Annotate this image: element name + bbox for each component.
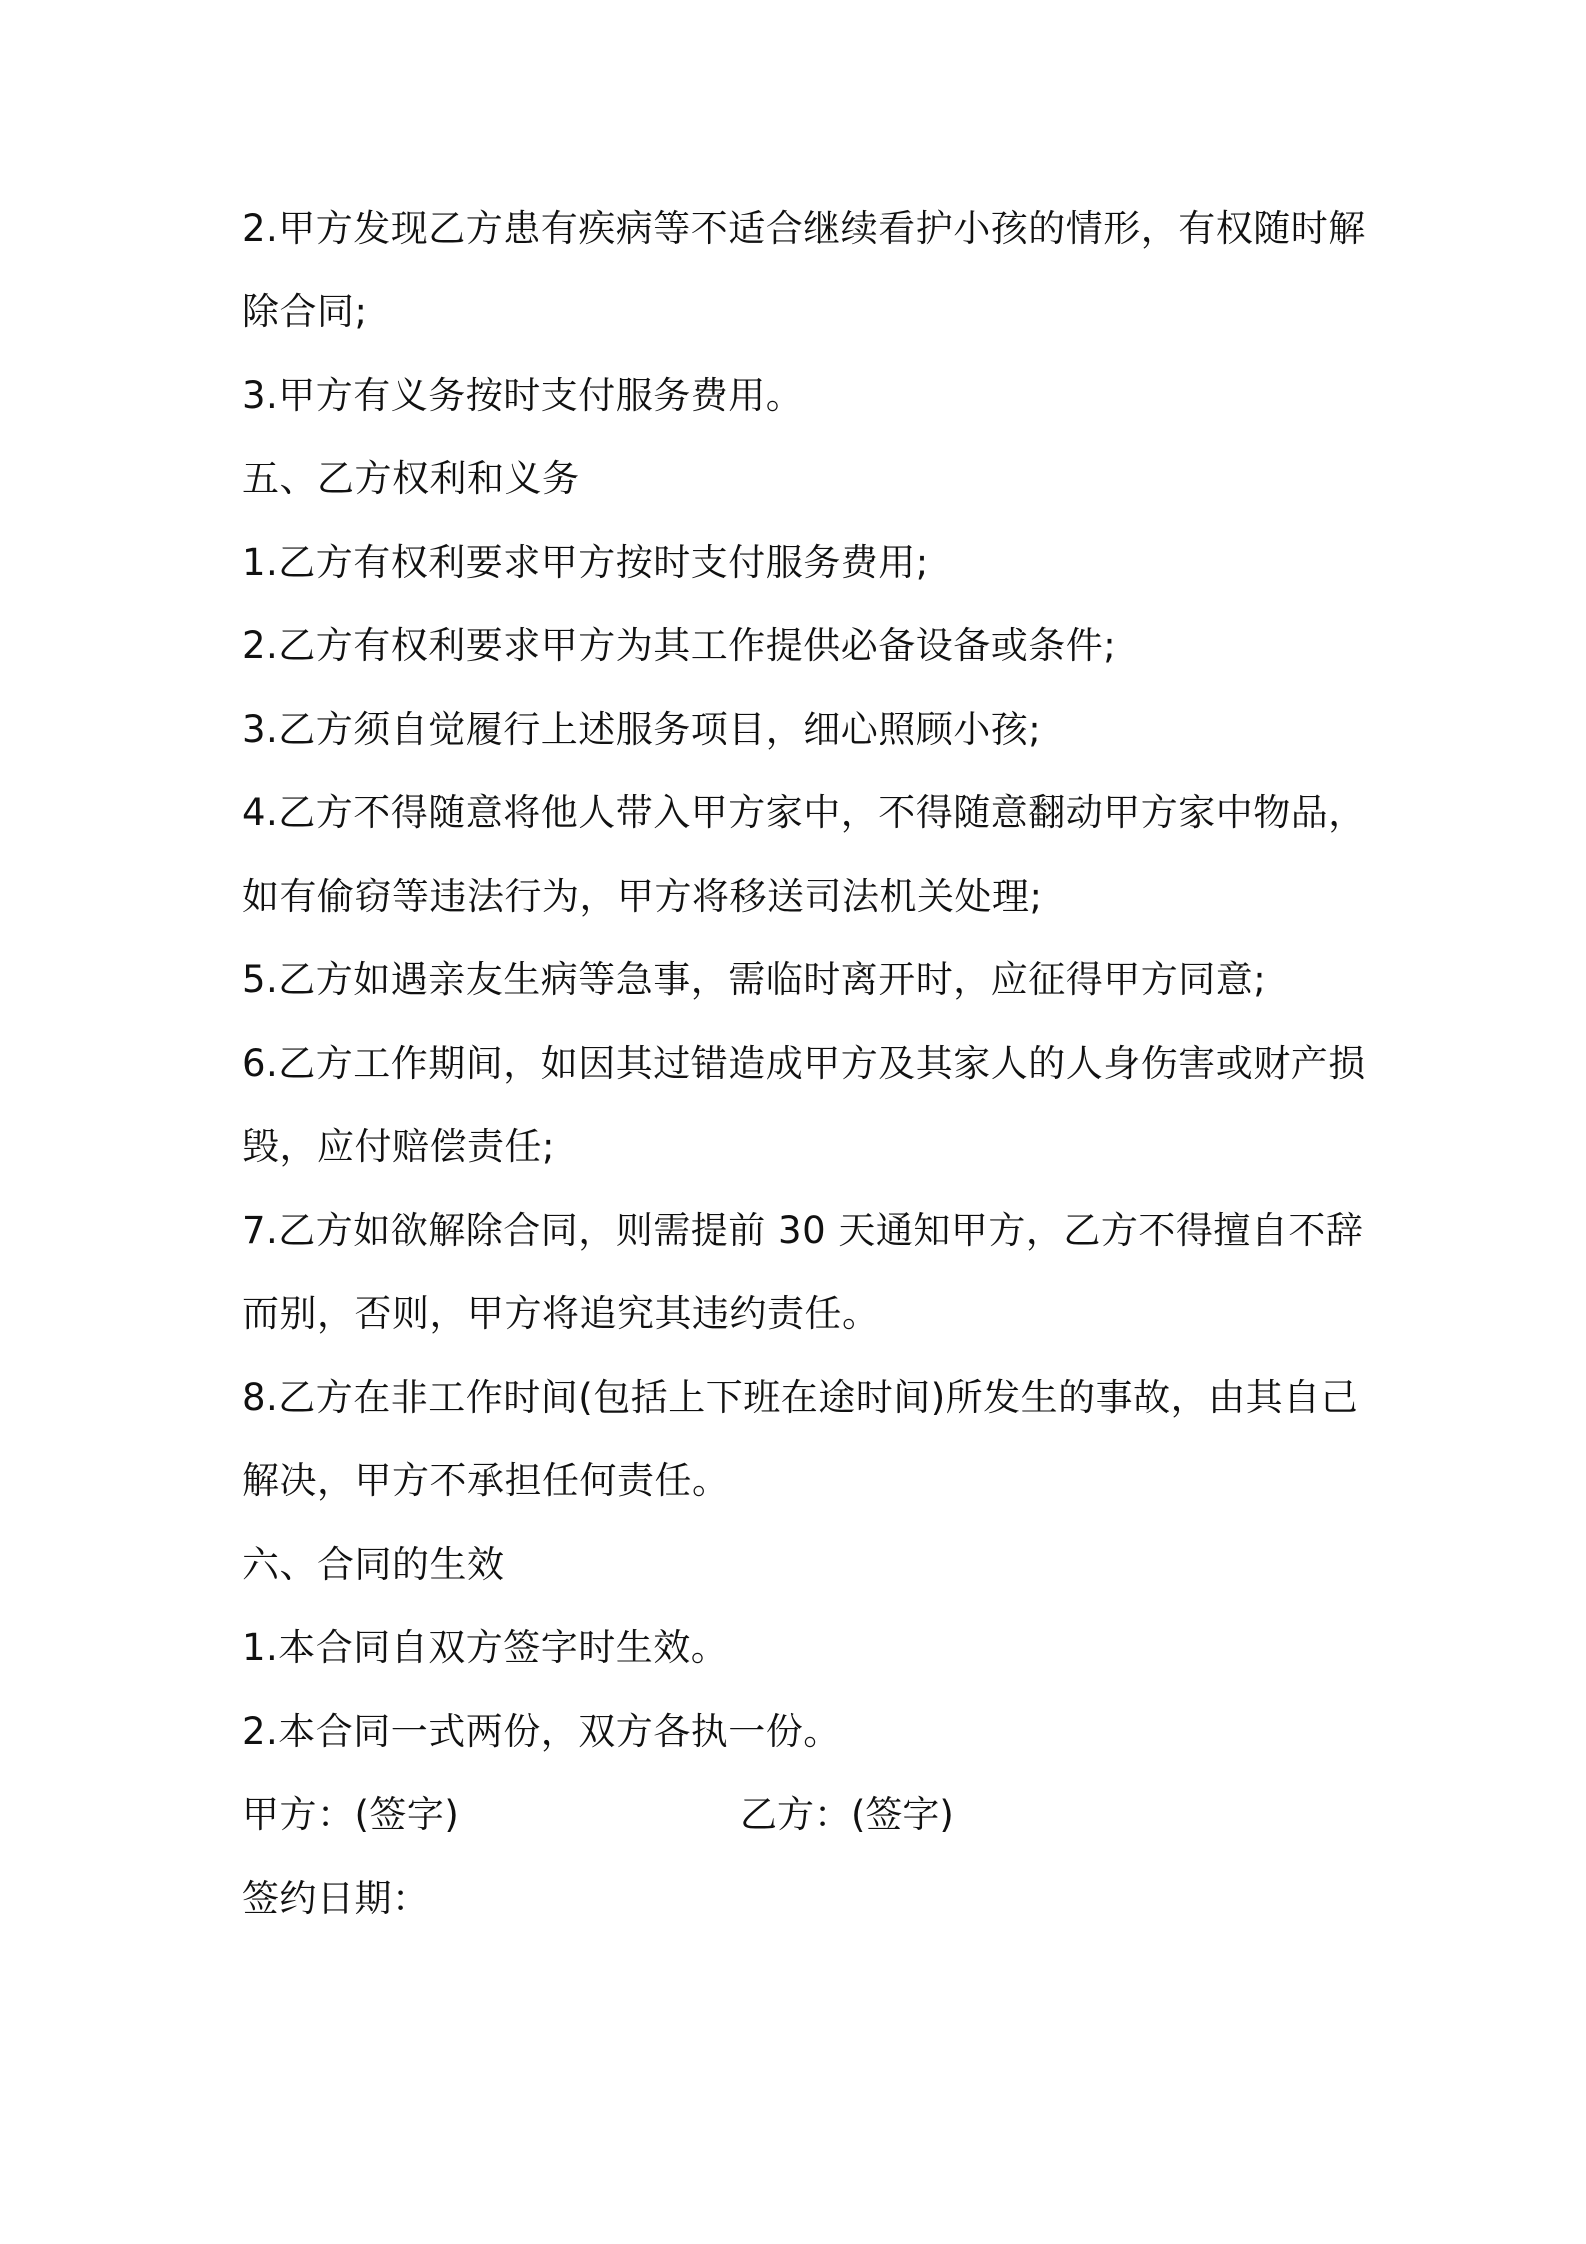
text-line: 5.乙方如遇亲友生病等急事，需临时离开时，应征得甲方同意;: [242, 958, 1267, 1001]
text-line: 8.乙方在非工作时间(包括上下班在途时间)所发生的事故，由其自己: [242, 1376, 1359, 1419]
text-line: 2.本合同一式两份，双方各执一份。: [242, 1710, 841, 1753]
text-line: 而别，否则，甲方将追究其违约责任。: [242, 1292, 880, 1335]
text-line: 6.乙方工作期间，如因其过错造成甲方及其家人的人身伤害或财产损: [242, 1042, 1366, 1085]
text-line: 毁，应付赔偿责任;: [242, 1125, 555, 1168]
text-line: 4.乙方不得随意将他人带入甲方家中，不得随意翻动甲方家中物品，: [242, 791, 1366, 834]
text-line: 1.乙方有权利要求甲方按时支付服务费用;: [242, 541, 929, 584]
text-line: 如有偷窃等违法行为，甲方将移送司法机关处理;: [242, 875, 1043, 918]
section-heading: 六、合同的生效: [242, 1543, 505, 1586]
party-b-signature: 乙方：(签字): [740, 1793, 954, 1836]
text-line: 7.乙方如欲解除合同，则需提前 30 天通知甲方，乙方不得擅自不辞: [242, 1209, 1364, 1252]
text-line: 2.乙方有权利要求甲方为其工作提供必备设备或条件;: [242, 624, 1117, 667]
text-line: 3.甲方有义务按时支付服务费用。: [242, 374, 804, 417]
section-heading: 五、乙方权利和义务: [242, 457, 580, 500]
text-line: 3.乙方须自觉履行上述服务项目，细心照顾小孩;: [242, 708, 1042, 751]
text-line: 2.甲方发现乙方患有疾病等不适合继续看护小孩的情形，有权随时解: [242, 207, 1366, 250]
text-line: 解决，甲方不承担任何责任。: [242, 1459, 730, 1502]
text-line: 除合同;: [242, 290, 368, 333]
text-line: 1.本合同自双方签字时生效。: [242, 1626, 729, 1669]
signing-date-label: 签约日期：: [242, 1877, 430, 1920]
party-a-signature: 甲方：(签字): [242, 1793, 460, 1836]
